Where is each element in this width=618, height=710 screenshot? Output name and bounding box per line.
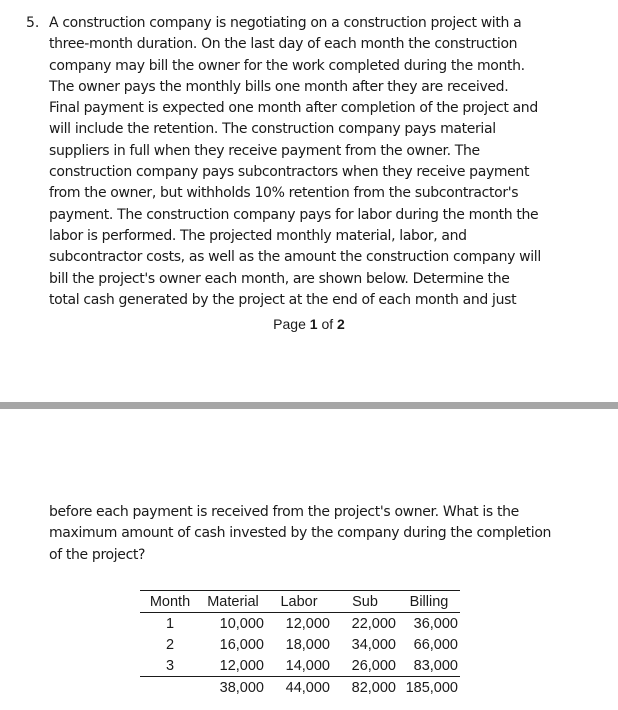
total-material: 38,000 (219, 679, 264, 696)
text-line: maximum amount of cash invested by the company during the completion (49, 525, 552, 542)
cell-billing: 66,000 (413, 636, 458, 653)
cell-sub: 22,000 (351, 615, 396, 632)
total-labor: 44,000 (285, 679, 330, 696)
cell-month-empty (140, 677, 200, 699)
text-line: subcontractor costs, as well as the amount the construction company will (49, 249, 541, 266)
text-line: will include the retention. The construction company pays material (49, 121, 496, 138)
page-separator (0, 402, 618, 409)
page-total: 2 (337, 316, 345, 332)
page-current: 1 (309, 316, 318, 332)
text-line: Final payment is expected one month after completion of the project and (49, 100, 538, 117)
text-line: suppliers in full when they receive payment from the owner. The (49, 142, 480, 159)
page-of: of (321, 316, 334, 332)
table-row (140, 613, 460, 635)
problem-number: 5. (26, 15, 40, 31)
cell-month: 3 (140, 655, 200, 677)
text-line: company may bill the owner for the work completed during the month. (49, 57, 525, 74)
text-line: before each payment is received from the project's owner. What is the (49, 504, 519, 520)
table-row (140, 634, 460, 655)
problem-text-page-2 (49, 502, 551, 566)
page-prefix: Page (273, 316, 306, 332)
table-header-row (140, 591, 460, 613)
problem-text-page-1 (49, 13, 599, 311)
total-billing: 185,000 (405, 679, 458, 696)
cell-material: 16,000 (219, 636, 264, 653)
cell-month: 1 (165, 615, 175, 632)
text-line: The owner pays the monthly bills one month after they are received. (49, 78, 509, 95)
header-labor: Labor (266, 591, 332, 613)
cell-billing: 83,000 (398, 655, 460, 677)
header-sub: Sub (332, 591, 398, 613)
cell-material: 10,000 (219, 615, 264, 632)
total-sub: 82,000 (351, 679, 396, 696)
cell-sub: 26,000 (332, 655, 398, 677)
cell-material: 12,000 (200, 655, 266, 677)
header-material: Material (200, 591, 266, 613)
text-line: three-month duration. On the last day of each month the construction (49, 36, 518, 53)
text-line: construction company pays subcontractors when they receive payment (49, 164, 530, 181)
text-line: total cash generated by the project at the end of each month and just (49, 291, 517, 308)
cell-labor: 12,000 (285, 615, 330, 632)
text-line: bill the project's owner each month, are shown below. Determine the (49, 270, 510, 287)
text-line: from the owner, but withholds 10% retention from the subcontractor's (49, 185, 519, 202)
header-billing: Billing (398, 591, 460, 613)
cell-sub: 34,000 (351, 636, 396, 653)
cell-labor: 14,000 (266, 655, 332, 677)
text-line: A construction company is negotiating on a construction project with a (49, 15, 522, 31)
page-indicator (0, 316, 618, 332)
totals-row (140, 677, 460, 699)
header-month: Month (140, 591, 200, 613)
cost-table (140, 590, 460, 698)
text-line: labor is performed. The projected monthly material, labor, and (49, 227, 467, 244)
table-row (140, 655, 460, 677)
text-line: payment. The construction company pays for labor during the month the (49, 206, 539, 223)
cell-month: 2 (165, 636, 175, 653)
text-line: of the project? (49, 546, 146, 563)
cell-billing: 36,000 (413, 615, 458, 632)
cell-labor: 18,000 (285, 636, 330, 653)
